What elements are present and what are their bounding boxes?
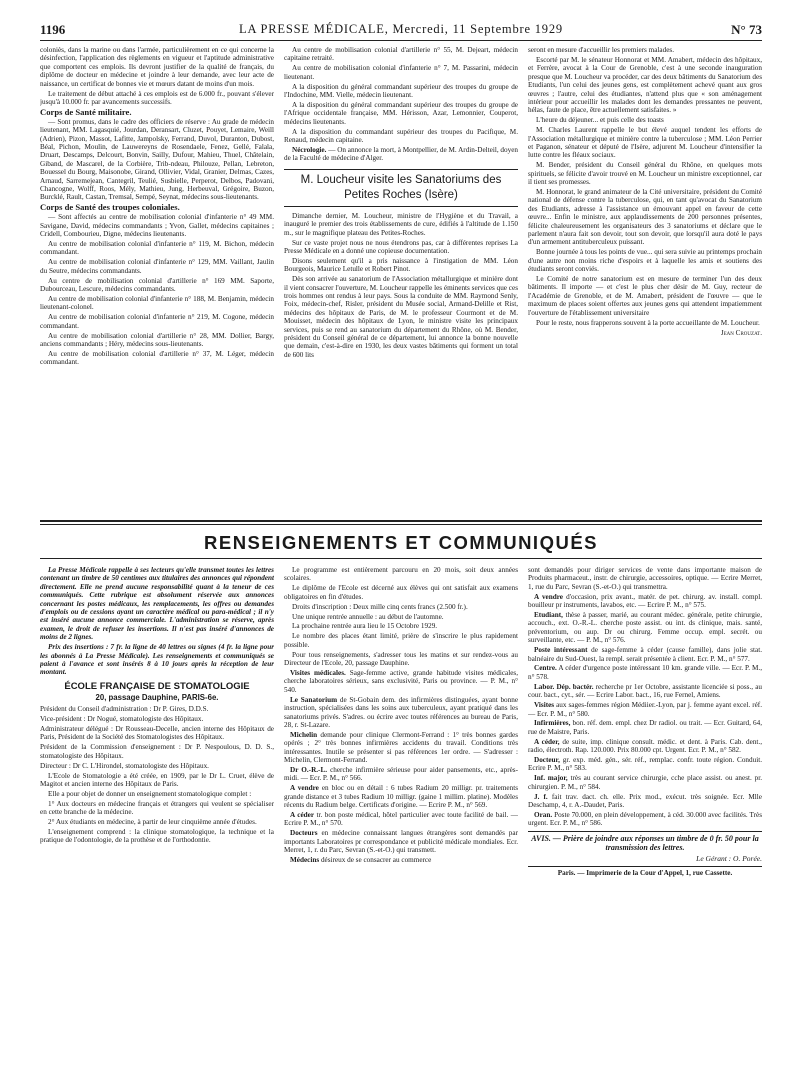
paragraph: A la disposition du commandant supérieur des troupes du Pacifique, M. Renaud, médecin capitaine. bbox=[284, 127, 518, 145]
ad-heading: A céder bbox=[290, 810, 315, 819]
classified-ad bbox=[528, 774, 762, 791]
ad-text: très au courant service chirurgie, cche place assist. ou anest. pr. chirurgien. P. M., n° 584. bbox=[528, 774, 762, 791]
ad-heading: Nécrologie. bbox=[292, 145, 327, 154]
ad-text: de sage-femme à céder (cause famille), dans jolie stat. balnéaire du Sud-Ouest, la rempl. serait présentée à client. Ecr. P. M., n° 577. bbox=[528, 646, 762, 663]
ad-text: de St-Gobain dem. des infirmières distinguées, ayant bonne instruction, spécialisées dans les soins aux tuberculeux, ayant pratiqué dans les sanatoriums privés. S'adres. ou écrire avec toutes références au bureau de Paris, 28, r. St-Lazare. bbox=[284, 695, 518, 729]
column-bottom-1 bbox=[40, 566, 274, 1068]
school-title: ÉCOLE FRANÇAISE DE STOMATOLOGIE bbox=[64, 680, 250, 692]
paragraph: Au centre de mobilisation colonial d'artillerie n° 55, M. Dejeart, médecin capitaine retraité. bbox=[284, 46, 518, 63]
ad-text: demande pour clinique Clermont-Ferrand : 1° très bonnes gardes opérés ; 2° très bonnes infirmières accidents du travail. Conditions très intéressantes. Inutile se présenter si pas références 1er ordre. — S'adresser : Michelin, Clermont-Ferrand. bbox=[284, 730, 518, 765]
paragraph: Au centre de mobilisation colonial d'infanterie n° 119, M. Bichon, médecin commandant. bbox=[40, 239, 274, 257]
ad-heading: Etudiant, bbox=[534, 611, 563, 620]
ad-text: thèse à passer, marié, au courant médec. générale, petite chirurgie, accouch., ext. O.-R.-L. cherche poste assist. ou int. ds clinique, mais. santé, préventorium, ou aup. Dr ou chirurg. Femme occup. empl. secrét. ou surveillante, etc. — P. M., n° 576. bbox=[528, 611, 762, 645]
ad-heading: Visites médicales. bbox=[290, 668, 346, 677]
paragraph: Bonne journée à tous les points de vue... qui sera suivie au printemps prochain d'une autre non moins riche d'espoirs et à laquelle les amis et soutiens des étudiants seront conviés. bbox=[528, 248, 762, 274]
paragraph: — Sont promus, dans le cadre des officiers de réserve : Au grade de médecin lieutenant, MM. Lagasquié, Jourdan, Deransart, Cluzet, Pouyet, Lemaire, Weill (Adrien), Pizon, Massot, Lafitte, Jampolsky, Ferrand, Duvol, Duranton, Dubost, Béal, Pichon, Moulin, de Lauwereyns de Rosendaele, Fenez, Gellé, Falala, Druart, Descamps, Delcourt, Bonvin, Sailly, Dufour, Mahieu, Thuel, Châtelain, Giband, de Mascarel, de la Corbière, Trib-ndeau, Philouze, Pellan, Lebreton, Bouessel du Bourg, Maisonobe, Girand, Ollivier, Vidal, Granier, Delmas, Cazes, Arnaud, Sarremejean, Cantegril, Teulié, Susbielle, Perperot, Delbos, Padovani, Chancogne, Wolff, Roos, Mély, Mathieu, Jung, Herbeuval, Grégoire, Buzon, Burcklé, Rault, Castan, Tremsal, Sempé, Seynat, médecins sous-lieutenants. bbox=[40, 117, 274, 202]
ad-text: cherche infirmière sérieuse pour aider pansements, etc., après-midi. — Ecr. P. M., n° 566. bbox=[284, 765, 518, 783]
classified-ad bbox=[284, 669, 518, 694]
classified-ad bbox=[284, 696, 518, 730]
column-top-3 bbox=[528, 46, 762, 516]
paragraph: Sur ce vaste projet nous ne nous étendrons pas, car à différentes reprises La Presse Médicale en a donné une copieuse documentation. bbox=[284, 238, 518, 255]
classified-ad bbox=[528, 719, 762, 736]
paragraph: L'enseignement comprend : la clinique stomatologique, la technique et la pratique de l'odontologie, de la prothèse et de l'orthodontie. bbox=[40, 827, 274, 845]
paragraph: Le diplôme de l'Ecole est décerné aux élèves qui ont satisfait aux examens obligatoires en fin d'études. bbox=[284, 584, 518, 601]
paragraph: Administrateur délégué : Dr Rousseau-Decelle, ancien interne des Hôpitaux de Paris, Président de la Société des Stomatologistes des Hôpitaux. bbox=[40, 725, 274, 742]
paragraph: Escorté par M. le sénateur Honnorat et MM. Amabert, médecin des hôpitaux, et Ferrère, avocat à la Cour de Grenoble, c'est à une seconde inauguration presque que M. Loucheur va procéder, car des deux bâtiments du Sanatorium des Etudiants, l'un celui des jeunes gens, est complètement achevé quant aux gros œuvres ; l'autre, celui des étudiantes, n'attend plus que « son aménagement intérieur pour accueillir les malades dont les demandes pressantes ne peuvent, hélas, faute de place, être actuellement satisfaites. » bbox=[528, 55, 762, 115]
classified-ad bbox=[528, 701, 762, 718]
newspaper-page bbox=[40, 20, 762, 878]
classified-ad bbox=[284, 811, 518, 828]
section-heading: Corps de Santé militaire. bbox=[40, 106, 132, 117]
column-top-1 bbox=[40, 46, 274, 516]
paragraph: Vice-président : Dr Nogué, stomatologiste des Hôpitaux. bbox=[40, 715, 204, 724]
paragraph: 2° Aux étudiants en médecine, à partir de leur cinquième année d'études. bbox=[48, 818, 257, 827]
ad-heading: Infirmières, bbox=[534, 719, 571, 728]
classified-ad bbox=[528, 793, 762, 810]
ad-heading: Oran. bbox=[534, 810, 553, 819]
section-divider bbox=[40, 520, 762, 525]
notice-paragraph: La Presse Médicale rappelle à ses lecteurs qu'elle transmet toutes les lettres contenant un timbre de 50 centimes aux titulaires des annonces qui répondent directement. Elle ne prend aucune responsabilité quant à la teneur de ces communiqués. Cette rubrique est absolument réservée aux annonces concernant les postes médicaux, les remplacements, les offres ou demandes d'emplois ou de cessions ayant un caractère médical ou para-médical ; il n'y est inséré aucune annonce commerciale. L'administration se réserve, après examen, le droit de refuser les insertions. Il n'est pas inséré d'annonces de moins de 2 lignes. bbox=[40, 566, 274, 642]
classified-ad bbox=[284, 784, 518, 809]
paragraph: — Sont affectés au centre de mobilisation colonial d'infanterie n° 49 MM. Savigane, David, médecins commandants ; Yvon, Gallet, médecins capitaines ; Cridell, Combourieu, Digne, médecins lieutenants. bbox=[40, 213, 274, 239]
paragraph: Le traitement de début attaché à ces emplois est de 6.000 fr., pouvant s'élever jusqu'à 10.000 fr. par avancements successifs. bbox=[40, 89, 274, 106]
classified-ad bbox=[528, 593, 762, 610]
ad-text: aux sages-femmes région Médiier.-Lyon, par j. femme ayant excel. réf. — Ecr. P. M., n° 580. bbox=[528, 701, 762, 718]
ad-heading: Poste intéressant bbox=[534, 646, 588, 655]
ad-text: en bloc ou en détail : 6 tubes Radium 20 milligr. pr. traitements grande distance et 3 tubes Radium 10 milligr. (gaine 1 millim. platine). Modèles récents du Radium belge. Certificats d'origine. — Ecrire P. M., n° 569. bbox=[284, 784, 518, 810]
ad-heading: A céder, bbox=[534, 737, 560, 746]
classified-ad bbox=[284, 829, 518, 854]
paragraph: Dimanche dernier, M. Loucheur, ministre de l'Hygiène et du Travail, a inauguré le premier des trois établissements de cure, édifiés à l'altitude de 1.150 m., sur le magnifique plateau des Petites-Roches. bbox=[284, 211, 518, 237]
ad-text: désireux de se consacrer au commerce bbox=[319, 856, 432, 864]
ad-heading: Docteurs bbox=[290, 829, 318, 838]
notice-paragraph: Prix des insertions : 7 fr. la ligne de 40 lettres ou signes (4 fr. la ligne pour les abonnés à La Presse Médicale). Les renseignements et communiqués se paient à l'avance et sont insérés 8 à 10 jours après la réception de leur montant. bbox=[40, 643, 274, 677]
classified-ad bbox=[284, 731, 518, 765]
ad-heading: Le Sanatorium bbox=[290, 695, 338, 704]
ad-heading: Centre. bbox=[534, 664, 557, 673]
ad-heading: Inf. major, bbox=[534, 774, 568, 783]
article-title: M. Loucheur visite les Sanatoriums des Petites Roches (Isère) bbox=[284, 169, 518, 207]
section-title-underline bbox=[40, 558, 762, 561]
paragraph: Président du Conseil d'administration : Dr P. Gires, D.D.S. bbox=[40, 705, 209, 714]
ad-text: tr. bon poste médical, hôtel particulier avec toute facilité de bail. — Ecrire P. M., n° 570. bbox=[284, 810, 518, 828]
paragraph: Directeur : Dr C. L'Hirondel, stomatologiste des Hôpitaux. bbox=[40, 761, 209, 770]
ad-heading: Michelin bbox=[290, 730, 318, 739]
classified-ad bbox=[284, 856, 518, 864]
paragraph: Une unique rentrée annuelle : au début de l'automne. bbox=[292, 612, 444, 621]
paragraph: L'heure du déjeuner... et puis celle des toasts bbox=[536, 116, 664, 125]
ad-text: A céder d'urgence poste intéressant 10 km. grande ville. — Ecr. P. M., n° 578. bbox=[528, 664, 762, 681]
notice-box: AVIS. — Prière de joindre aux réponses un timbre de 0 fr. 50 pour la transmission des lettres. bbox=[528, 831, 762, 853]
classified-ad bbox=[528, 683, 762, 700]
ad-text: bon. réf. dem. empl. chez Dr radiol. ou trait. — Ecr. Guitard, 64, rue de Maistre, Paris. bbox=[528, 719, 762, 736]
paragraph: Pour tous renseignements, s'adresser tous les matins et sur rendez-vous au Directeur de l'Ecole, 20, passage Dauphine. bbox=[284, 650, 518, 668]
paragraph: A la disposition du général commandant supérieur des troupes du groupe de l'Afrique occidentale française, MM. Hérisson, Azar, Lemonnier, Couperot, médecins lieutenants. bbox=[284, 100, 518, 126]
paragraph: Le Comité de notre sanatorium est en mesure de terminer l'un des deux bâtiments. Il importe — et c'est le plus cher désir de M. Guy, recteur de l'Académie de Grenoble, et de M. Amabert, président de l'œuvre — que le maximum de places soient offertes aux jeunes gens qui attendent impatiemment l'ouverture de l'établissement universitaire bbox=[528, 275, 762, 317]
column-bottom-3 bbox=[528, 566, 762, 1068]
paragraph: La prochaine rentrée aura lieu le 15 Octobre 1929. bbox=[292, 622, 438, 631]
paragraph: seront en mesure d'accueillir les premiers malades. bbox=[528, 46, 674, 54]
author-signature: Jean Crouzat. bbox=[720, 328, 762, 337]
section-title: RENSEIGNEMENTS ET COMMUNIQUÉS bbox=[204, 532, 598, 553]
ad-text: d'occasion, prix avant., matér. de pet. chirurg. av. install. compl. bouilleur pr instruments, lavabos, etc. — Ecrire P. M., n° 575. bbox=[528, 592, 762, 610]
classified-ad bbox=[528, 756, 762, 773]
paragraph bbox=[284, 146, 518, 163]
paragraph: Au centre de mobilisation colonial d'infanterie n° 7, M. Passarini, médecin lieutenant. bbox=[284, 64, 518, 81]
section-heading: Corps de Santé des troupes coloniales. bbox=[40, 202, 180, 213]
paragraph: Dès son arrivée au sanatorium de l'Association métallurgique et minière dont il vient consacrer l'ouverture, M. Loucheur rappelle les éminents services que ces trois hommes ont rendus à leur pays. Sous la conduite de MM. Raymond Senly, Foix, médecin-chef, Risler, président du Musée social, Armand-Delille et Rist, médecins des hôpitaux de Paris, de M. le professeur Courmont et de M. Mouisset, médecin des hôpitaux de Lyon, le ministre visite les principaux services, puis se rend au sanatorium du département du Rhône, où M. Bender, président du Conseil général de ce département, lui annonce la bonne nouvelle que demain, c'est-à-dire en 1930, les deux vastes bâtiments qui forment un total de 600 lits bbox=[284, 275, 518, 359]
paragraph: Au centre de mobilisation colonial d'infanterie n° 129, MM. Vaillant, Jaulin du Seutre, médecins commandants. bbox=[40, 258, 274, 275]
ad-text: — On annonce la mort, à Montpellier, de M. Ardin-Delteil, doyen de la Faculté de médecine d'Alger. bbox=[284, 145, 518, 163]
ad-heading: Médecins bbox=[290, 856, 320, 864]
ad-heading: Docteur, bbox=[534, 756, 560, 765]
paragraph: Le programme est entièrement parcouru en 20 mois, soit deux années scolaires. bbox=[284, 566, 518, 583]
ad-heading: A vendre bbox=[534, 592, 563, 601]
paragraph: sont demandés pour diriger services de vente dans importante maison de Produits pharmaceut., instr. de chirurgie, accessoires, optique. — Ecrire Merret, 1, rue du Parc, Sevran (S.-et-O.) qui transmettra. bbox=[528, 566, 762, 591]
classified-ad bbox=[528, 738, 762, 755]
classified-ad bbox=[284, 766, 518, 783]
ad-text: fait trav. dact. ch. elle. Prix mod., exécut. très soignée. Ecr. Mlle Deschamp, 4, r. A.-Daudet, Paris. bbox=[528, 792, 762, 810]
ad-heading: Visites bbox=[534, 701, 555, 710]
paragraph: Elle a pour objet de donner un enseignement stomatologique complet : bbox=[48, 789, 252, 798]
paragraph: 1° Aux docteurs en médecine français et étrangers qui veulent se spécialiser en cette branche de la médecine. bbox=[40, 799, 274, 817]
column-top-2 bbox=[284, 46, 518, 516]
ad-heading: Dr O.-R.-L. bbox=[290, 765, 328, 774]
paragraph: Au centre de mobilisation colonial d'infanterie n° 219, M. Cogone, médecin commandant. bbox=[40, 313, 274, 330]
classified-ad bbox=[528, 664, 762, 681]
paragraph: Disons seulement qu'il a pris naissance à l'instigation de MM. Léon Bourgeois, Maurice Letulle et Robert Pinot. bbox=[284, 256, 518, 274]
school-address: 20, passage Dauphine, PARIS-6e. bbox=[95, 692, 219, 702]
paragraph: Droits d'inscription : Deux mille cinq cents francs (2.500 fr.). bbox=[292, 602, 468, 611]
paragraph: M. Bender, président du Conseil général du Rhône, en quelques mots spirituels, se félicite d'avoir trouvé en M. Loucheur un ministre exceptionnel, car il tient ses promesses. bbox=[528, 161, 762, 187]
ad-text: gr. exp. méd. gén., sér. réf., remplac. confr. toute région. Conduit. Ecrire P. M., n° 583. bbox=[528, 756, 762, 773]
ad-text: Sage-femme active, grande habitude visites médicales, cherche laboratoires sérieux, sans exclusivité, Paris ou province. — P. M., n° 540. bbox=[284, 668, 518, 694]
page-number: 1196 bbox=[40, 22, 66, 37]
paragraph: Au centre de mobilisation colonial d'infanterie n° 188, M. Benjamin, médecin lieutenant-colonel. bbox=[40, 294, 274, 312]
top-columns bbox=[40, 46, 762, 516]
ad-text: Poste 70.000, en plein développement, à céd. 30.000 avec facilités. Très urgent. Ecr. P. M., n° 586. bbox=[528, 810, 762, 828]
paragraph: M. Honnorat, le grand animateur de la Cité universitaire, président du Comité national de défense contre la tuberculose, qui, en tant qu'avocat du Sanatorium des Etudiants, adresse à l'assistance un émouvant appel en faveur de cette œuvre... Enfin le ministre, aux applaudissements de 200 personnes présentes, félicite chaleureusement les organisateurs des 3 sanatoriums et déclare que le parlement n'aura fait son devoir, tout son devoir, que lorsqu'il aura doté le pays d'un armement antituberculeux puissant. bbox=[528, 188, 762, 247]
paragraph: Le nombre des places étant limité, prière de s'inscrire le plus rapidement possible. bbox=[284, 632, 518, 649]
classified-ad bbox=[528, 611, 762, 645]
paragraph: L'Ecole de Stomatologie a été créée, en 1909, par le Dr L. Cruet, élève de Magitot et ancien interne des Hôpitaux de Paris. bbox=[40, 771, 274, 788]
bottom-columns bbox=[40, 566, 762, 1068]
column-bottom-2 bbox=[284, 566, 518, 1068]
ad-heading: J. f. bbox=[534, 792, 548, 801]
ad-text: en médecine connaissant langues étrangères sont demandés par importants Laboratoires pr correspondance et publicité médicale mondiales. Ecr. Merret, 1, r. du Parc, Sevran (S.-et-O.) qui transmett. bbox=[284, 829, 518, 855]
ad-text: de suite, imp. clinique consult. médic. et dent. à Paris. Cab. dent., radio, électroth. Rap. 120.000. Prix 80.000 cpt. Urgent. Ecr. P. M., n° 582. bbox=[528, 737, 762, 755]
journal-title: LA PRESSE MÉDICALE, Mercredi, 11 Septembre 1929 bbox=[239, 22, 563, 36]
paragraph: Au centre de mobilisation colonial d'artillerie n° 169 MM. Saporte, Dubourceau, Lescure, médecins commandants. bbox=[40, 276, 274, 293]
paragraph: M. Charles Laurent rappelle le but élevé auquel tendent les efforts de l'Association métallurgique et minière contre la tuberculose ; MM. Léon Perrier et Paganon, sénateur et député de l'Isère, adjurent M. Loucheur d'intensifier la lutte contre les fléaux sociaux. bbox=[528, 126, 762, 160]
classified-ad bbox=[528, 811, 762, 828]
paragraph: Au centre de mobilisation colonial d'artillerie n° 28, MM. Dollier, Bargy, anciens commandants ; Héry, médecins sous-lieutenants. bbox=[40, 331, 274, 348]
running-header bbox=[40, 20, 762, 41]
printer-line: Paris. — Imprimerie de la Cour d'Appel, 1, rue Cassette. bbox=[528, 866, 762, 877]
manager-line: Le Gérant : O. Porée. bbox=[696, 853, 762, 863]
paragraph: A la disposition du général commandant supérieur des troupes du groupe de l'Indochine, MM. Vielle, médecin lieutenant. bbox=[284, 82, 518, 100]
classified-ad bbox=[528, 646, 762, 663]
ad-heading: Labor. Dép. bactér. bbox=[534, 682, 594, 691]
paragraph: Pour le reste, nous frapperons souvent à la porte accueillante de M. Loucheur. bbox=[536, 318, 760, 327]
paragraph: Au centre de mobilisation colonial d'artillerie n° 37, M. Léger, médecin commandant. bbox=[40, 349, 274, 367]
paragraph: Président de la Commission d'enseignement : Dr P. Nespoulous, D. D. S., stomatologiste des Hôpitaux. bbox=[40, 743, 274, 760]
ad-heading: A vendre bbox=[290, 784, 319, 793]
paragraph: coloniès, dans la marine ou dans l'armée, particulièrement en ce qui concerne la désinfection, l'application des règlements en vigueur et l'aptitude administrative que comportent ces emplois. Ils devront justifier de la qualité de français, du diplôme de docteur en médecine et joindre à leur demande, avec leur acte de naissance, un certificat de bonnes vie et mœurs datant de moins d'un mois. bbox=[40, 46, 274, 88]
ad-text: recherche pr 1er Octobre, assistante licenciée si poss., au cour. bact., cyt., sér. — Ecrire Labor. bact., 16, rue Fernel, Amiens. bbox=[528, 682, 762, 700]
issue-number: N° 73 bbox=[731, 22, 762, 37]
